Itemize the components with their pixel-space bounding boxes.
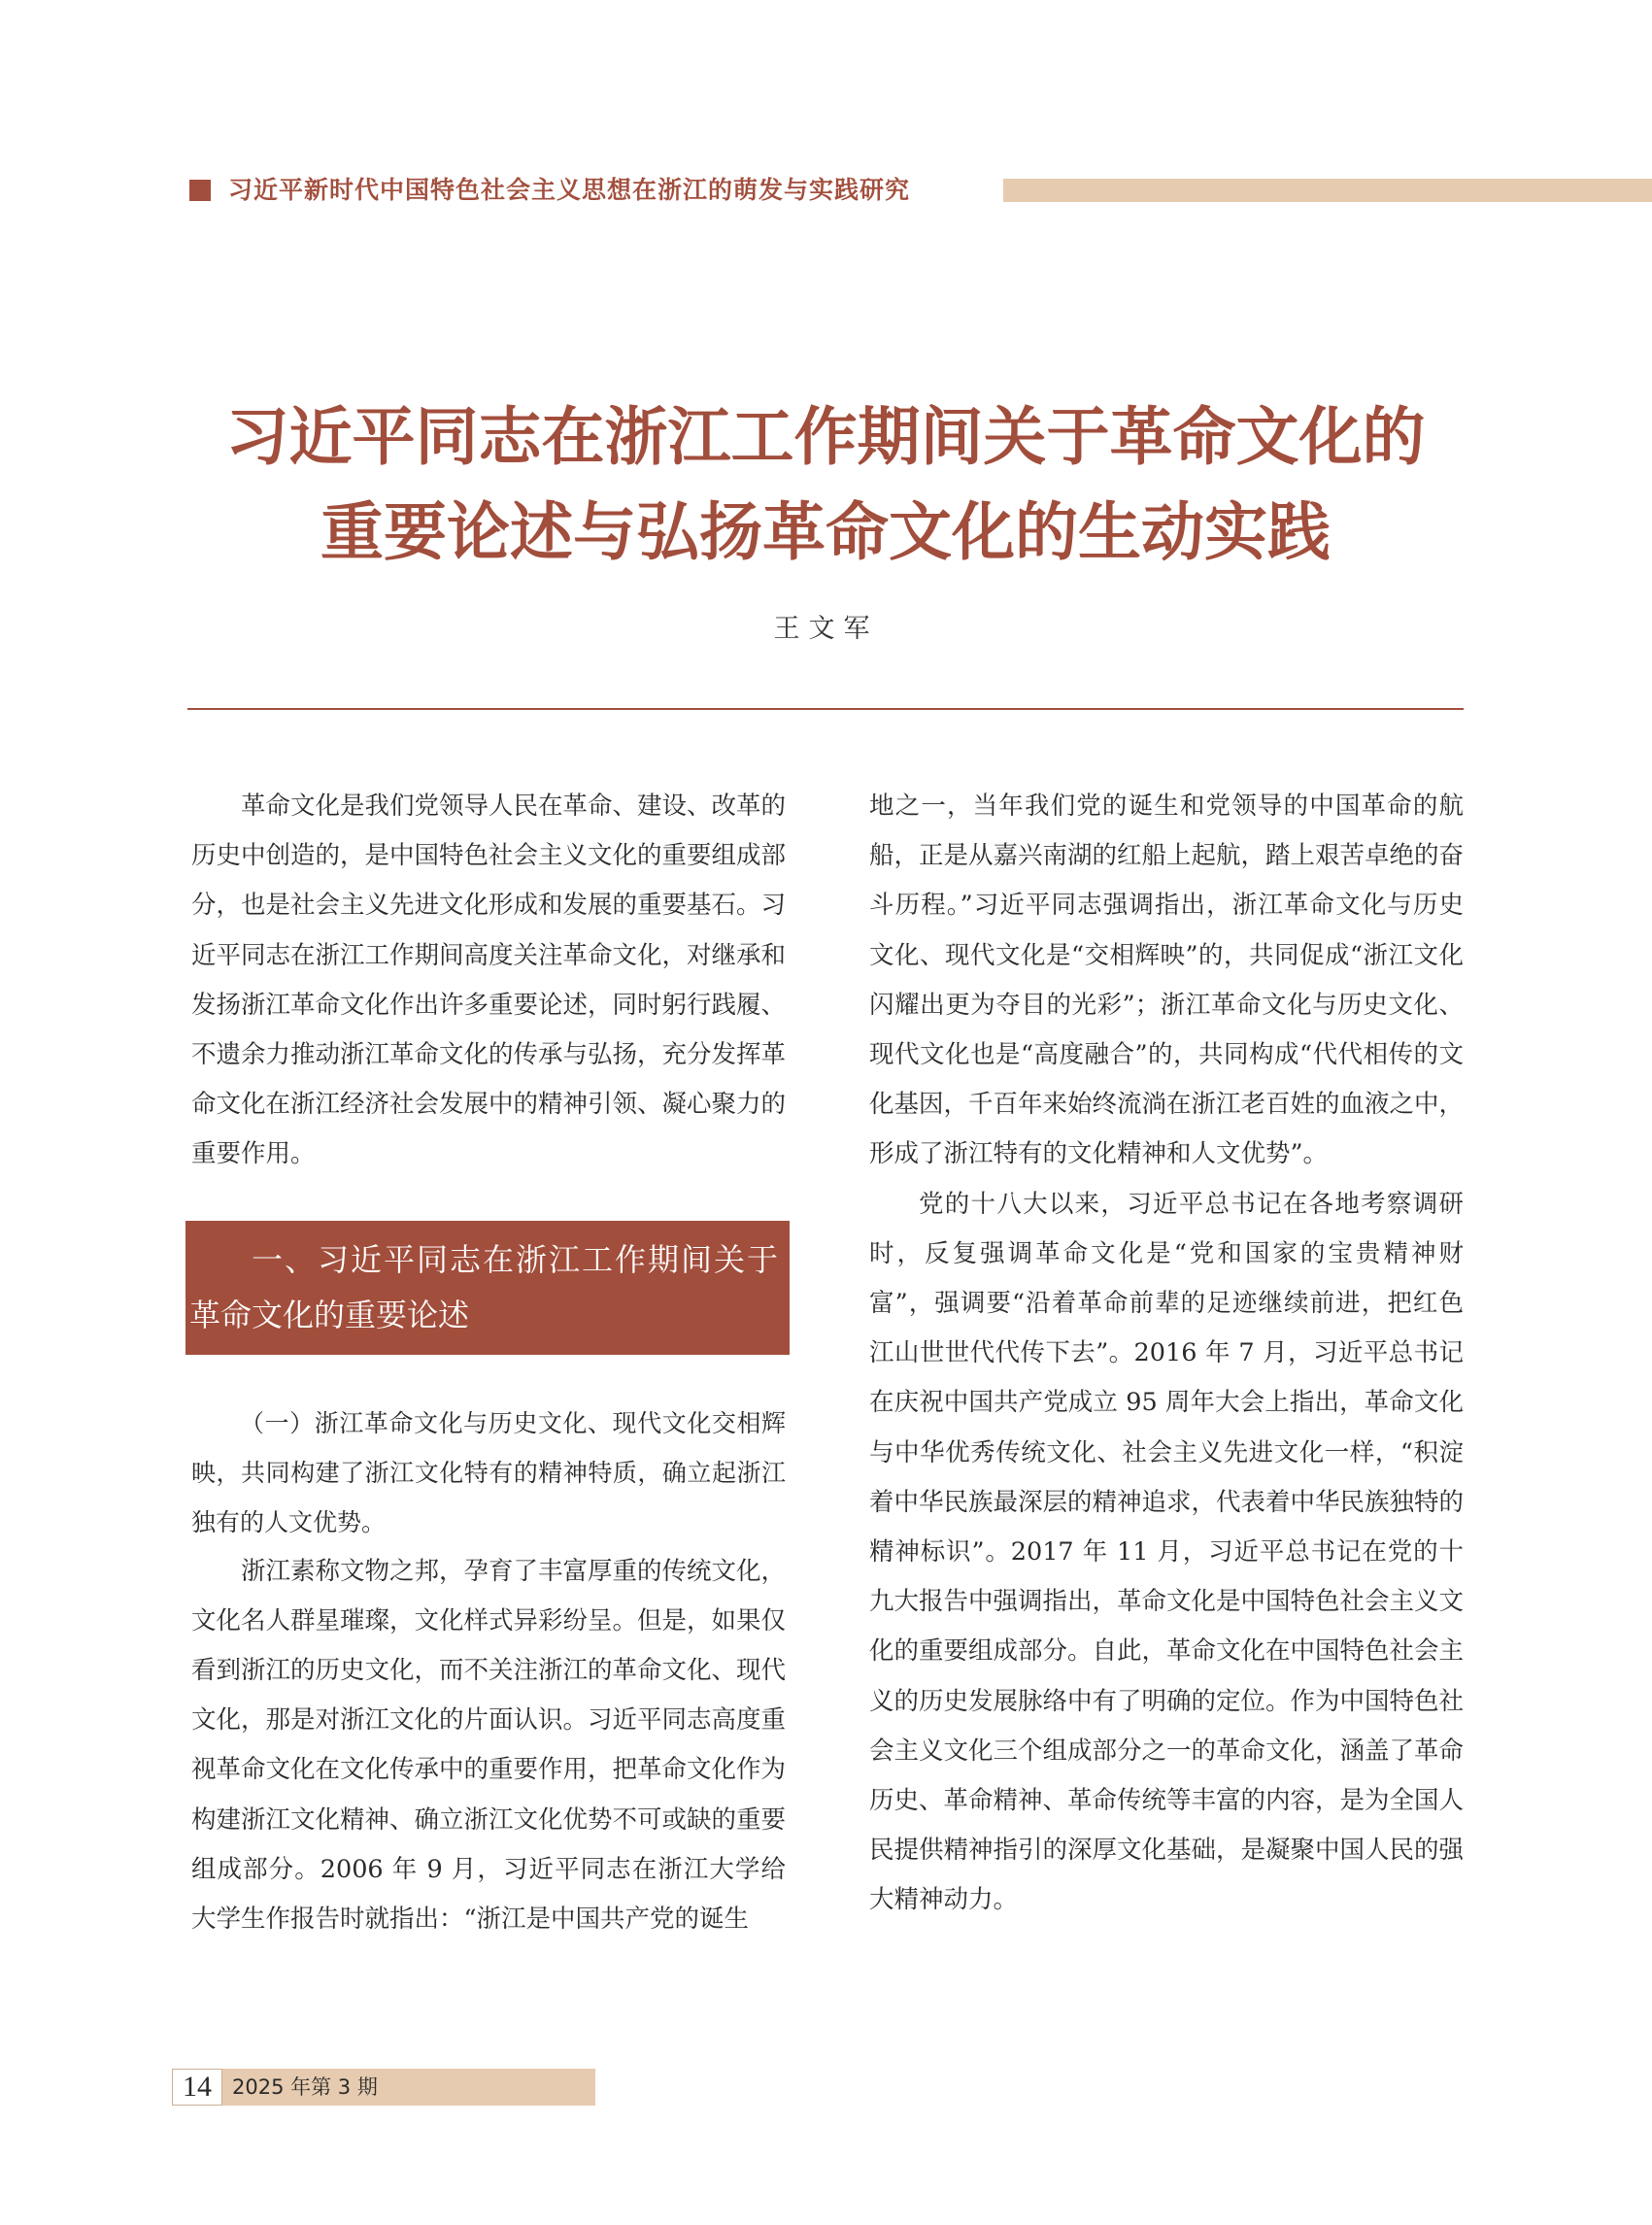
header-square-marker [189, 180, 211, 201]
article-title [146, 390, 1505, 581]
body-paragraph-3: 党的十八大以来，习近平总书记在各地考察调研时，反复强调革命文化是“党和国家的宝贵精神财富”，强调要“沿着革命前辈的足迹继续前进，把红色江山世世代代传下去”。2016 年 7 月，习近平总书记在庆祝中国共产党成立 95 周年大会上指出，革命文化与中华优秀传统文化、社会主义先进文化一样，“积淀着中华民族最深层的精神追求，代表着中华民族独特的精神标识”。2017 年 11 月，习近平总书记在党的十九大报告中强调指出，革命文化是中国特色社会主义文化的重要组成部分。自此，革命文化在中国特色社会主义的历史发展脉络中有了明确的定位。作为中国特色社会主义文化三个组成部分之一的革命文化，涵盖了革命历史、革命精神、革命传统等丰富的内容，是为全国人民提供精神指引的深厚文化基础，是凝聚中国人民的强大精神动力。 [869, 1189, 1465, 1915]
article-title-line-1: 习近平同志在浙江工作期间关于革命文化的 [225, 401, 1426, 474]
issue-label: 2025 年第 3 期 [222, 2069, 595, 2106]
running-title: 习近平新时代中国特色社会主义思想在浙江的萌发与实践研究 [228, 176, 911, 204]
body-paragraph-2: 浙江素称文物之邦，孕育了丰富厚重的传统文化，文化名人群星璀璨，文化样式异彩纷呈。但是，如果仅看到浙江的历史文化，而不关注浙江的革命文化、现代文化，那是对浙江文化的片面认识。习近平同志高度重视革命文化在文化传承中的重要作用，把革命文化作为构建浙江文化精神、确立浙江文化优势不可或缺的重要组成部分。2006 年 9 月，习近平同志在浙江大学给大学生作报告时就指出：“浙江是中国共产党的诞生 [191, 1556, 787, 1935]
right-column [869, 782, 1464, 1926]
header-stripe [1003, 179, 1652, 202]
section-heading-1: 一、习近平同志在浙江工作期间关于革命文化的重要论述 [185, 1221, 790, 1355]
article-title-line-2: 重要论述与弘扬革命文化的生动实践 [320, 496, 1331, 569]
page-number: 14 [172, 2069, 222, 2106]
subsection-heading-1: （一）浙江革命文化与历史文化、现代文化交相辉映，共同构建了浙江文化特有的精神特质，确立起浙江独有的人文优势。 [191, 1408, 786, 1536]
intro-paragraph: 革命文化是我们党领导人民在革命、建设、改革的历史中创造的，是中国特色社会主义文化的重要组成部分，也是社会主义先进文化形成和发展的重要基石。习近平同志在浙江工作期间高度关注革命文化，对继承和发扬浙江革命文化作出许多重要论述，同时躬行践履、不遗余力推动浙江革命文化的传承与弘扬，充分发挥革命文化在浙江经济社会发展中的精神引领、凝心聚力的重要作用。 [191, 792, 787, 1169]
title-divider [187, 708, 1464, 710]
author-name: 王文军 [773, 614, 879, 644]
body-paragraph-continued: 地之一，当年我们党的诞生和党领导的中国革命的航船，正是从嘉兴南湖的红船上起航，踏上艰苦卓绝的奋斗历程。”习近平同志强调指出，浙江革命文化与历史文化、现代文化是“交相辉映”的，共同促成“浙江文化闪耀出更为夺目的光彩”；浙江革命文化与历史文化、现代文化也是“高度融合”的，共同构成“代代相传的文化基因，千百年来始终流淌在浙江老百姓的血液之中，形成了浙江特有的文化精神和人文优势”。 [869, 792, 1465, 1169]
left-column [191, 782, 786, 1944]
running-header [189, 175, 1652, 206]
